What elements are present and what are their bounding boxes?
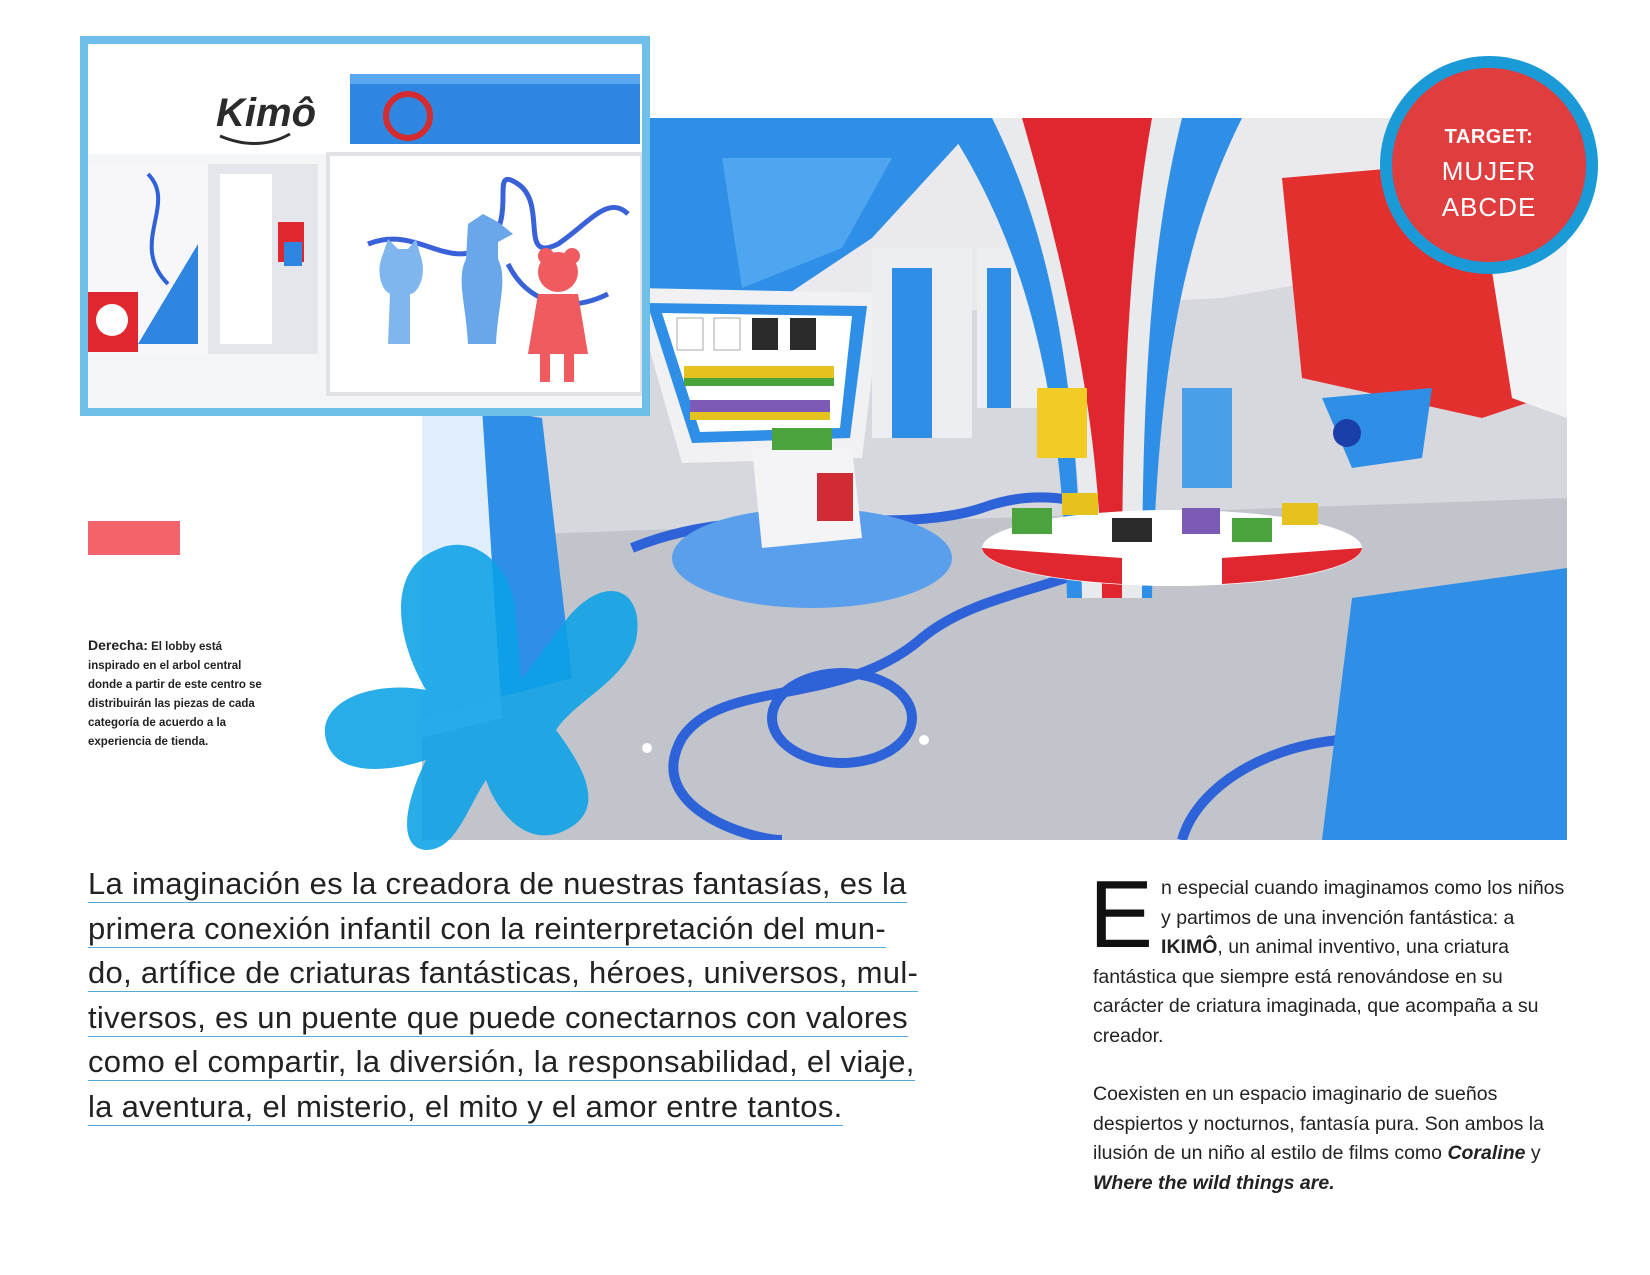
image-caption	[88, 636, 268, 752]
body-paragraph-1	[1089, 861, 1573, 1051]
target-badge	[1380, 56, 1598, 274]
storefront-illustration	[88, 44, 642, 408]
body-text	[1089, 861, 1573, 1198]
body-text-span: n especial cuando imaginamos como los niños y partimos de una invención fantástica: a	[1161, 877, 1565, 929]
pull-quote	[88, 862, 1073, 1129]
quote-line: como el compartir, la diversión, la responsabilidad, el viaje,	[88, 1044, 915, 1079]
quote-line: primera conexión infantil con la reinterpretación del mun-	[88, 910, 886, 946]
film-title-coraline: Coraline	[1447, 1142, 1526, 1164]
drop-cap: E	[1089, 861, 1154, 968]
quote-line: do, artífice de criaturas fantásticas, héroes, universos, mul-	[88, 955, 919, 990]
quote-line: tiversos, es un puente que puede conectarnos con valores	[88, 999, 908, 1035]
brand-name: IKIMÔ	[1161, 936, 1218, 958]
blue-x-shape	[316, 530, 656, 860]
target-badge-inner	[1392, 68, 1586, 262]
body-text-span: Coexisten en un espacio imaginario de sueños despiertos y nocturnos, fantasía pura. Son ambos la ilusión de un niño al estilo de films como	[1093, 1083, 1544, 1164]
target-title: TARGET:	[1444, 126, 1534, 148]
kimo-logo: Kimô	[216, 91, 316, 135]
storefront-inset-render	[80, 36, 650, 416]
pink-accent-bar	[88, 521, 180, 555]
body-paragraph-2	[1093, 1080, 1573, 1198]
caption-lead: Derecha:	[88, 637, 148, 653]
body-text-span: , un animal inventivo, una criatura fantástica que siempre está renovándose en su carácter de criatura imaginada, que acompaña a su creador.	[1093, 936, 1539, 1047]
caption-text: El lobby está inspirado en el arbol central donde a partir de este centro se distribuirán las piezas de cada categoría de acuerdo a la experiencia de tienda.	[88, 641, 262, 748]
target-line-2: ABCDE	[1441, 192, 1537, 222]
quote-line: la aventura, el misterio, el mito y el amor entre tantos.	[88, 1088, 843, 1124]
quote-line: La imaginación es la creadora de nuestras fantasías, es la	[88, 866, 907, 901]
film-title-wild-things: Where the wild things are.	[1093, 1171, 1335, 1194]
body-text-span: y	[1525, 1142, 1541, 1164]
target-line-1: MUJER	[1441, 156, 1537, 186]
